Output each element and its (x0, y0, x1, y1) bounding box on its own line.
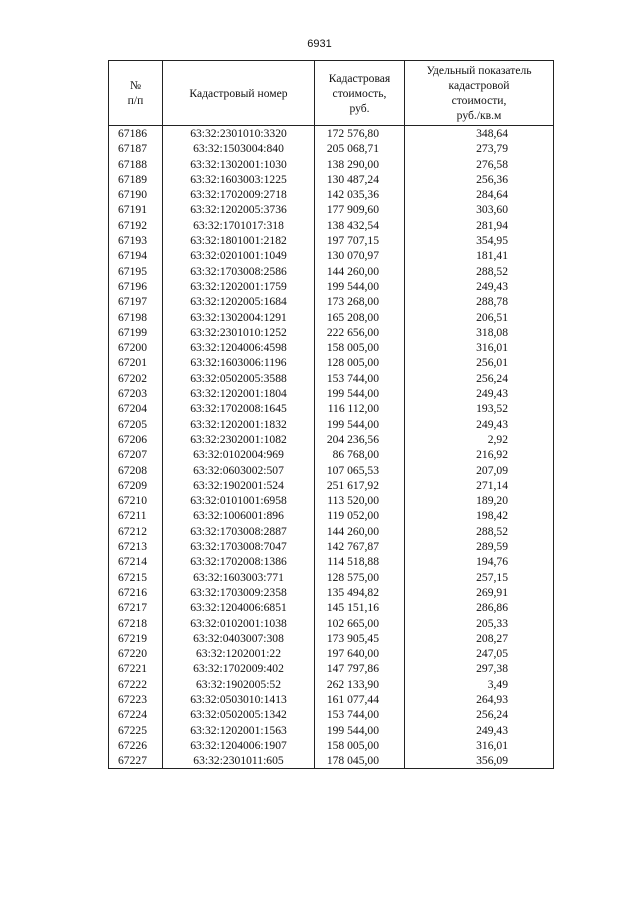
cadastral-value: 144 260,00 (315, 264, 405, 279)
page-number: 6931 (307, 38, 332, 50)
cadastral-value: 161 077,44 (315, 692, 405, 707)
specific-indicator: 256,01 (405, 355, 554, 370)
table-row (109, 463, 554, 478)
row-number: 67186 (109, 126, 163, 142)
cadastral-value: 142 767,87 (315, 539, 405, 554)
cadastral-number: 63:32:1703008:7047 (163, 539, 315, 554)
table-row (109, 616, 554, 631)
table-row (109, 340, 554, 355)
table-row (109, 554, 554, 569)
cadastral-number: 63:32:1202005:1684 (163, 294, 315, 309)
specific-indicator: 256,36 (405, 172, 554, 187)
specific-indicator: 193,52 (405, 401, 554, 416)
cadastral-number: 63:32:1503004:840 (163, 141, 315, 156)
table-row (109, 447, 554, 462)
table-row (109, 371, 554, 386)
row-number: 67219 (109, 631, 163, 646)
row-number: 67223 (109, 692, 163, 707)
cadastral-number: 63:32:1902005:52 (163, 677, 315, 692)
specific-indicator: 303,60 (405, 202, 554, 217)
table-body (109, 126, 554, 769)
cadastral-value: 128 575,00 (315, 570, 405, 585)
row-number: 67188 (109, 157, 163, 172)
row-number: 67199 (109, 325, 163, 340)
row-number: 67200 (109, 340, 163, 355)
table-row (109, 707, 554, 722)
table-row (109, 233, 554, 248)
row-number: 67209 (109, 478, 163, 493)
table-row (109, 279, 554, 294)
row-number: 67224 (109, 707, 163, 722)
cadastral-number: 63:32:2302001:1082 (163, 432, 315, 447)
cadastral-number: 63:32:1902001:524 (163, 478, 315, 493)
specific-indicator: 288,78 (405, 294, 554, 309)
cadastral-number: 63:32:1702009:2718 (163, 187, 315, 202)
header-cadastral-number: Кадастровый номер (163, 61, 315, 126)
row-number: 67201 (109, 355, 163, 370)
specific-indicator: 289,59 (405, 539, 554, 554)
table-row (109, 478, 554, 493)
specific-indicator: 276,58 (405, 157, 554, 172)
cadastral-number: 63:32:1603003:771 (163, 570, 315, 585)
row-number: 67226 (109, 738, 163, 753)
table-row (109, 738, 554, 753)
cadastral-number: 63:32:0502005:3588 (163, 371, 315, 386)
row-number: 67207 (109, 447, 163, 462)
table-header-row (109, 61, 554, 126)
cadastral-value: 205 068,71 (315, 141, 405, 156)
table-row (109, 539, 554, 554)
specific-indicator: 354,95 (405, 233, 554, 248)
cadastral-value: 251 617,92 (315, 478, 405, 493)
cadastral-value: 165 208,00 (315, 310, 405, 325)
cadastral-value: 145 151,16 (315, 600, 405, 615)
table-row (109, 524, 554, 539)
cadastral-value: 130 487,24 (315, 172, 405, 187)
row-number: 67206 (109, 432, 163, 447)
cadastral-number: 63:32:1006001:896 (163, 508, 315, 523)
table-row (109, 432, 554, 447)
row-number: 67192 (109, 218, 163, 233)
cadastral-number: 63:32:1202005:3736 (163, 202, 315, 217)
row-number: 67202 (109, 371, 163, 386)
specific-indicator: 348,64 (405, 126, 554, 142)
cadastral-number: 63:32:1204006:4598 (163, 340, 315, 355)
specific-indicator: 189,20 (405, 493, 554, 508)
specific-indicator: 194,76 (405, 554, 554, 569)
row-number: 67189 (109, 172, 163, 187)
cadastral-value: 172 576,80 (315, 126, 405, 142)
cadastral-number: 63:32:0603002:507 (163, 463, 315, 478)
cadastral-value: 153 744,00 (315, 371, 405, 386)
cadastral-number: 63:32:1801001:2182 (163, 233, 315, 248)
row-number: 67212 (109, 524, 163, 539)
cadastral-number: 63:32:1202001:1563 (163, 723, 315, 738)
specific-indicator: 208,27 (405, 631, 554, 646)
cadastral-value: 130 070,97 (315, 248, 405, 263)
table-row (109, 585, 554, 600)
table-row (109, 218, 554, 233)
specific-indicator: 257,15 (405, 570, 554, 585)
table-row (109, 248, 554, 263)
table-row (109, 310, 554, 325)
cadastral-value: 178 045,00 (315, 753, 405, 769)
cadastral-number: 63:32:0101001:6958 (163, 493, 315, 508)
specific-indicator: 256,24 (405, 371, 554, 386)
cadastral-value: 222 656,00 (315, 325, 405, 340)
cadastral-value: 144 260,00 (315, 524, 405, 539)
specific-indicator: 198,42 (405, 508, 554, 523)
table-row (109, 264, 554, 279)
row-number: 67214 (109, 554, 163, 569)
cadastral-value: 135 494,82 (315, 585, 405, 600)
cadastral-value: 158 005,00 (315, 738, 405, 753)
cadastral-value: 173 268,00 (315, 294, 405, 309)
row-number: 67220 (109, 646, 163, 661)
row-number: 67215 (109, 570, 163, 585)
table-row (109, 202, 554, 217)
cadastral-value: 119 052,00 (315, 508, 405, 523)
table-row (109, 661, 554, 676)
table-row (109, 753, 554, 769)
cadastral-value: 197 640,00 (315, 646, 405, 661)
cadastral-number: 63:32:0102001:1038 (163, 616, 315, 631)
cadastral-value: 114 518,88 (315, 554, 405, 569)
cadastral-value: 107 065,53 (315, 463, 405, 478)
table-row (109, 386, 554, 401)
row-number: 67193 (109, 233, 163, 248)
row-number: 67217 (109, 600, 163, 615)
specific-indicator: 207,09 (405, 463, 554, 478)
cadastral-number: 63:32:0403007:308 (163, 631, 315, 646)
table-row (109, 631, 554, 646)
cadastral-value: 147 797,86 (315, 661, 405, 676)
row-number: 67211 (109, 508, 163, 523)
cadastral-number: 63:32:1202001:1832 (163, 417, 315, 432)
cadastral-value: 138 432,54 (315, 218, 405, 233)
cadastral-number: 63:32:1701017:318 (163, 218, 315, 233)
row-number: 67225 (109, 723, 163, 738)
cadastral-value: 197 707,15 (315, 233, 405, 248)
cadastral-number: 63:32:2301011:605 (163, 753, 315, 769)
cadastral-number: 63:32:0201001:1049 (163, 248, 315, 263)
cadastral-number: 63:32:1703008:2586 (163, 264, 315, 279)
specific-indicator: 206,51 (405, 310, 554, 325)
row-number: 67216 (109, 585, 163, 600)
specific-indicator: 318,08 (405, 325, 554, 340)
cadastral-number: 63:32:1302004:1291 (163, 310, 315, 325)
table-row (109, 600, 554, 615)
row-number: 67210 (109, 493, 163, 508)
table-header (109, 61, 554, 126)
specific-indicator: 181,41 (405, 248, 554, 263)
specific-indicator: 297,38 (405, 661, 554, 676)
specific-indicator: 247,05 (405, 646, 554, 661)
cadastral-value: 153 744,00 (315, 707, 405, 722)
specific-indicator: 284,64 (405, 187, 554, 202)
cadastral-value: 86 768,00 (315, 447, 405, 462)
cadastral-value: 199 544,00 (315, 386, 405, 401)
specific-indicator: 316,01 (405, 340, 554, 355)
cadastral-number: 63:32:1202001:1759 (163, 279, 315, 294)
specific-indicator: 249,43 (405, 417, 554, 432)
cadastral-number: 63:32:1603006:1196 (163, 355, 315, 370)
row-number: 67218 (109, 616, 163, 631)
specific-indicator: 269,91 (405, 585, 554, 600)
table-row (109, 355, 554, 370)
table-row (109, 294, 554, 309)
cadastral-value: 102 665,00 (315, 616, 405, 631)
cadastral-number: 63:32:1702008:1386 (163, 554, 315, 569)
cadastral-value: 113 520,00 (315, 493, 405, 508)
cadastral-number: 63:32:1202001:1804 (163, 386, 315, 401)
row-number: 67196 (109, 279, 163, 294)
specific-indicator: 249,43 (405, 723, 554, 738)
row-number: 67194 (109, 248, 163, 263)
cadastral-value-table (108, 60, 554, 769)
cadastral-number: 63:32:0502005:1342 (163, 707, 315, 722)
row-number: 67203 (109, 386, 163, 401)
row-number: 67222 (109, 677, 163, 692)
specific-indicator: 3,49 (405, 677, 554, 692)
cadastral-value: 116 112,00 (315, 401, 405, 416)
row-number: 67197 (109, 294, 163, 309)
cadastral-value: 128 005,00 (315, 355, 405, 370)
cadastral-value: 142 035,36 (315, 187, 405, 202)
table-row (109, 126, 554, 142)
cadastral-value: 199 544,00 (315, 417, 405, 432)
row-number: 67191 (109, 202, 163, 217)
specific-indicator: 271,14 (405, 478, 554, 493)
specific-indicator: 356,09 (405, 753, 554, 769)
specific-indicator: 2,92 (405, 432, 554, 447)
table-row (109, 187, 554, 202)
cadastral-value: 199 544,00 (315, 723, 405, 738)
table-row (109, 157, 554, 172)
table-row (109, 493, 554, 508)
row-number: 67205 (109, 417, 163, 432)
header-cadastral-value: Кадастровая стоимость, руб. (315, 61, 405, 126)
specific-indicator: 288,52 (405, 264, 554, 279)
table-row (109, 401, 554, 416)
row-number: 67190 (109, 187, 163, 202)
cadastral-number: 63:32:0102004:969 (163, 447, 315, 462)
specific-indicator: 256,24 (405, 707, 554, 722)
row-number: 67208 (109, 463, 163, 478)
specific-indicator: 316,01 (405, 738, 554, 753)
header-num: № п/п (109, 61, 163, 126)
table-row (109, 417, 554, 432)
cadastral-number: 63:32:1302001:1030 (163, 157, 315, 172)
specific-indicator: 249,43 (405, 279, 554, 294)
row-number: 67227 (109, 753, 163, 769)
table-row (109, 141, 554, 156)
cadastral-number: 63:32:1204006:1907 (163, 738, 315, 753)
specific-indicator: 273,79 (405, 141, 554, 156)
cadastral-number: 63:32:1603003:1225 (163, 172, 315, 187)
cadastral-value: 262 133,90 (315, 677, 405, 692)
cadastral-number: 63:32:0503010:1413 (163, 692, 315, 707)
specific-indicator: 281,94 (405, 218, 554, 233)
specific-indicator: 216,92 (405, 447, 554, 462)
specific-indicator: 286,86 (405, 600, 554, 615)
cadastral-number: 63:32:1702009:402 (163, 661, 315, 676)
row-number: 67187 (109, 141, 163, 156)
cadastral-value: 204 236,56 (315, 432, 405, 447)
row-number: 67198 (109, 310, 163, 325)
row-number: 67204 (109, 401, 163, 416)
cadastral-number: 63:32:1702008:1645 (163, 401, 315, 416)
table-row (109, 325, 554, 340)
table-row (109, 172, 554, 187)
table-row (109, 646, 554, 661)
table-row (109, 692, 554, 707)
cadastral-number: 63:32:1703008:2887 (163, 524, 315, 539)
row-number: 67221 (109, 661, 163, 676)
cadastral-value: 138 290,00 (315, 157, 405, 172)
cadastral-number: 63:32:2301010:3320 (163, 126, 315, 142)
specific-indicator: 205,33 (405, 616, 554, 631)
specific-indicator: 264,93 (405, 692, 554, 707)
row-number: 67195 (109, 264, 163, 279)
cadastral-number: 63:32:2301010:1252 (163, 325, 315, 340)
table-row (109, 508, 554, 523)
table-row (109, 723, 554, 738)
row-number: 67213 (109, 539, 163, 554)
cadastral-number: 63:32:1703009:2358 (163, 585, 315, 600)
specific-indicator: 288,52 (405, 524, 554, 539)
cadastral-value: 173 905,45 (315, 631, 405, 646)
cadastral-value: 199 544,00 (315, 279, 405, 294)
table-row (109, 677, 554, 692)
header-specific-indicator: Удельный показатель кадастровой стоимости, руб./кв.м (405, 61, 554, 126)
table-row (109, 570, 554, 585)
cadastral-number: 63:32:1204006:6851 (163, 600, 315, 615)
specific-indicator: 249,43 (405, 386, 554, 401)
cadastral-value: 177 909,60 (315, 202, 405, 217)
cadastral-number: 63:32:1202001:22 (163, 646, 315, 661)
cadastral-value: 158 005,00 (315, 340, 405, 355)
